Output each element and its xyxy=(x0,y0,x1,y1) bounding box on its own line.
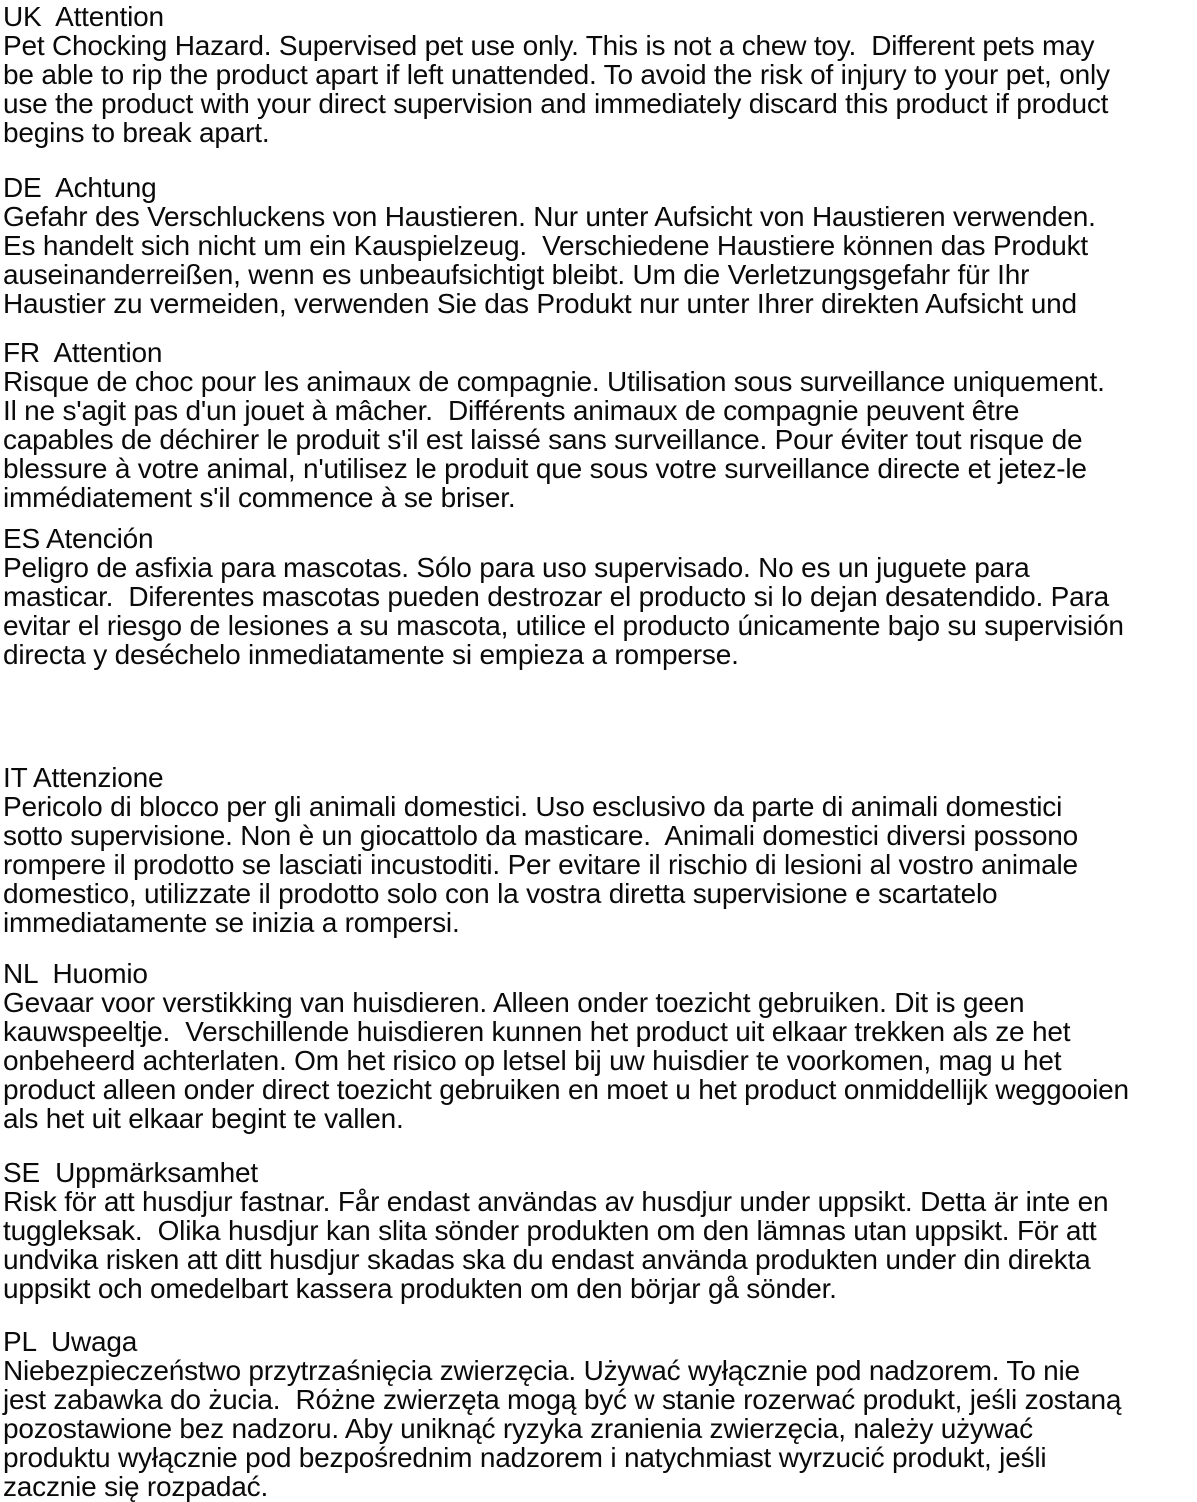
section-heading-se: SE Uppmärksamhet xyxy=(3,1157,258,1188)
section-pl-warning xyxy=(3,1327,1197,1501)
warning-text-line: zacznie się rozpadać. xyxy=(3,1471,269,1502)
warning-text-line: jest zabawka do żucia. Różne zwierzęta mogą być w stanie rozerwać produkt, jeśli zostaną xyxy=(3,1384,1122,1415)
section-se-warning xyxy=(3,1158,1197,1303)
section-heading-fr: FR Attention xyxy=(3,337,163,368)
warning-text-line: Es handelt sich nicht um ein Kauspielzeug. Verschiedene Haustiere können das Produkt xyxy=(3,230,1089,261)
warning-text-line: Risk för att husdjur fastnar. Får endast användas av husdjur under uppsikt. Detta är inte en xyxy=(3,1186,1109,1217)
warning-text-line: Niebezpieczeństwo przytrzaśnięcia zwierzęcia. Używać wyłącznie pod nadzorem. To nie xyxy=(3,1355,1080,1386)
warning-text-line: Pet Chocking Hazard. Supervised pet use only. This is not a chew toy. Different pets may xyxy=(3,30,1095,61)
warning-text-line: immédiatement s'il commence à se briser. xyxy=(3,482,516,513)
warning-text-line: masticar. Diferentes mascotas pueden destrozar el producto si lo dejan desatendido. Para xyxy=(3,581,1109,612)
warning-text-line: Il ne s'agit pas d'un jouet à mâcher. Différents animaux de compagnie peuvent être xyxy=(3,395,1020,426)
warning-text-line: Pericolo di blocco per gli animali domestici. Uso esclusivo da parte di animali domestici xyxy=(3,791,1063,822)
warning-text-line: begins to break apart. xyxy=(3,117,270,148)
warning-text-line: kauwspeeltje. Verschillende huisdieren kunnen het product uit elkaar trekken als ze het xyxy=(3,1016,1071,1047)
warning-text-line: Peligro de asfixia para mascotas. Sólo para uso supervisado. No es un juguete para xyxy=(3,552,1030,583)
section-nl-warning xyxy=(3,959,1197,1133)
section-de-warning xyxy=(3,173,1197,318)
warning-text-line: tuggleksak. Olika husdjur kan slita sönder produkten om den lämnas utan uppsikt. För att xyxy=(3,1215,1097,1246)
warning-text-line: Haustier zu vermeiden, verwenden Sie das Produkt nur unter Ihrer direkten Aufsicht und xyxy=(3,288,1077,319)
warning-text-line: rompere il prodotto se lasciati incustoditi. Per evitare il rischio di lesioni al vostro animale xyxy=(3,849,1078,880)
section-heading-es: ES Atención xyxy=(3,523,154,554)
warning-text-line: capables de déchirer le produit s'il est laissé sans surveillance. Pour éviter tout risque de xyxy=(3,424,1083,455)
section-es-warning xyxy=(3,524,1197,669)
warning-text-line: evitar el riesgo de lesiones a su mascota, utilice el producto únicamente bajo su supervisión xyxy=(3,610,1124,641)
warning-text-line: Risque de choc pour les animaux de compagnie. Utilisation sous surveillance uniquement. xyxy=(3,366,1105,397)
warning-text-line: uppsikt och omedelbart kassera produkten om den börjar gå sönder. xyxy=(3,1273,837,1304)
warning-text-line: sotto supervisione. Non è un giocattolo da masticare. Animali domestici diversi possono xyxy=(3,820,1078,851)
warning-text-line: auseinanderreißen, wenn es unbeaufsichtigt bleibt. Um die Verletzungsgefahr für Ihr xyxy=(3,259,1030,290)
warning-text-line: Gefahr des Verschluckens von Haustieren. Nur unter Aufsicht von Haustieren verwenden. xyxy=(3,201,1096,232)
warning-text-line: domestico, utilizzate il prodotto solo con la vostra diretta supervisione e scartatelo xyxy=(3,878,998,909)
warning-text-line: directa y deséchelo inmediatamente si empieza a romperse. xyxy=(3,639,739,670)
section-it-warning xyxy=(3,763,1197,937)
warning-text-line: use the product with your direct supervision and immediately discard this product if product xyxy=(3,88,1109,119)
section-heading-nl: NL Huomio xyxy=(3,958,148,989)
section-heading-de: DE Achtung xyxy=(3,172,157,203)
warning-text-line: pozostawione bez nadzoru. Aby uniknąć ryzyka zranienia zwierzęcia, należy używać xyxy=(3,1413,1033,1444)
section-heading-uk: UK Attention xyxy=(3,1,164,32)
section-fr-warning xyxy=(3,338,1197,512)
warning-text-line: als het uit elkaar begint te vallen. xyxy=(3,1103,404,1134)
warning-text-line: Gevaar voor verstikking van huisdieren. Alleen onder toezicht gebruiken. Dit is geen xyxy=(3,987,1025,1018)
section-uk-warning xyxy=(3,2,1197,147)
warning-text-line: produktu wyłącznie pod bezpośrednim nadzorem i natychmiast wyrzucić produkt, jeśli xyxy=(3,1442,1047,1473)
warning-text-line: product alleen onder direct toezicht gebruiken en moet u het product onmiddellijk weggooien xyxy=(3,1074,1129,1105)
section-heading-pl: PL Uwaga xyxy=(3,1326,138,1357)
warning-text-line: onbeheerd achterlaten. Om het risico op letsel bij uw huisdier te voorkomen, mag u het xyxy=(3,1045,1062,1076)
warning-text-line: immediatamente se inizia a rompersi. xyxy=(3,907,460,938)
warning-text-line: blessure à votre animal, n'utilisez le produit que sous votre surveillance directe et jetez-le xyxy=(3,453,1087,484)
section-heading-it: IT Attenzione xyxy=(3,762,164,793)
warning-text-line: be able to rip the product apart if left unattended. To avoid the risk of injury to your pet, only xyxy=(3,59,1110,90)
warning-text-line: undvika risken att ditt husdjur skadas ska du endast använda produkten under din direkta xyxy=(3,1244,1091,1275)
